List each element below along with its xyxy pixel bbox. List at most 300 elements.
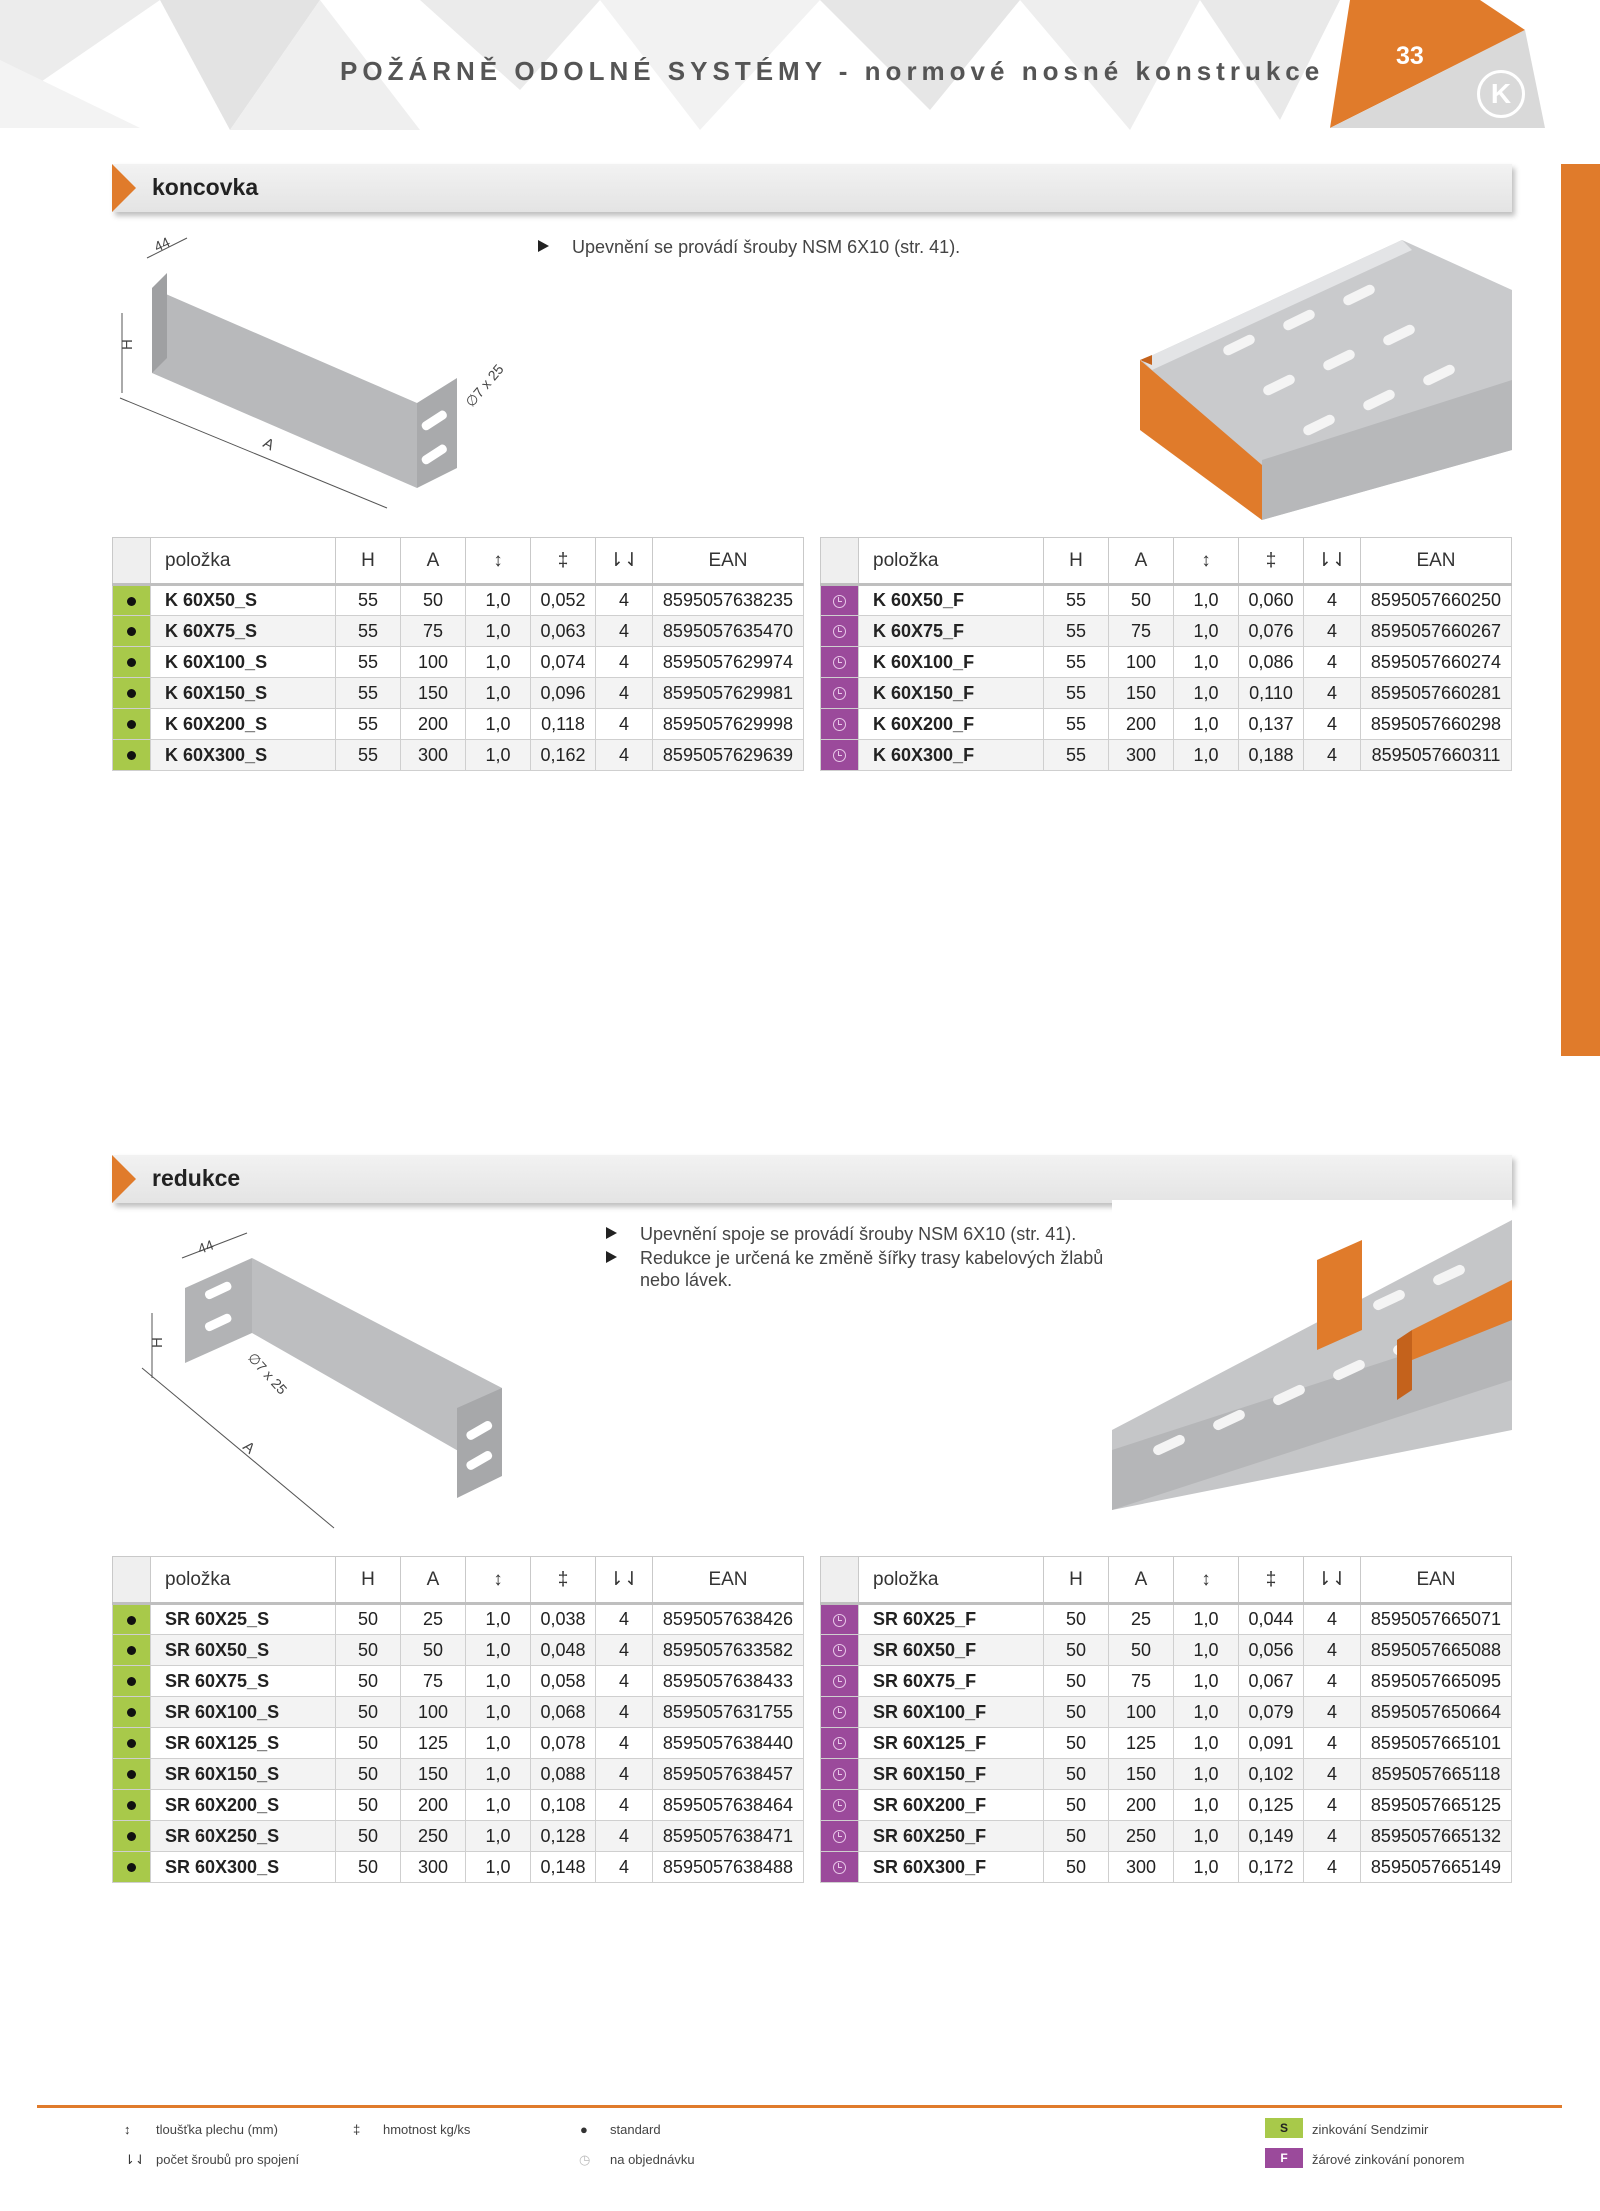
legend-standard-label: standard bbox=[610, 2122, 661, 2137]
standard-dot-icon bbox=[127, 751, 136, 760]
cell-a: 150 bbox=[1109, 678, 1174, 709]
item-name: SR 60X75_F bbox=[859, 1666, 1044, 1697]
redukce-notes bbox=[598, 1223, 1118, 1293]
standard-dot-icon bbox=[127, 1677, 136, 1686]
table-row bbox=[113, 1728, 804, 1759]
standard-dot-icon bbox=[127, 1770, 136, 1779]
table-row bbox=[113, 1821, 804, 1852]
cell-h: 50 bbox=[1044, 1697, 1109, 1728]
redukce-drawing bbox=[112, 1218, 582, 1538]
cell-a: 100 bbox=[1109, 647, 1174, 678]
standard-dot-icon bbox=[127, 1646, 136, 1655]
indicator-header bbox=[821, 538, 859, 585]
cell-thickness: 1,0 bbox=[466, 616, 531, 647]
table-row bbox=[113, 1790, 804, 1821]
section-header-koncovka bbox=[112, 164, 1512, 212]
cell-weight: 0,148 bbox=[531, 1852, 596, 1883]
standard-indicator bbox=[113, 585, 151, 616]
bolts-icon: ⇂⇃ bbox=[124, 2152, 146, 2167]
cell-thickness: 1,0 bbox=[1174, 616, 1239, 647]
indicator-header bbox=[113, 538, 151, 585]
order-indicator bbox=[821, 585, 859, 616]
cell-a: 125 bbox=[401, 1728, 466, 1759]
table-row bbox=[113, 647, 804, 678]
cell-h: 55 bbox=[1044, 585, 1109, 616]
table-row bbox=[821, 585, 1512, 616]
cell-ean: 8595057665101 bbox=[1361, 1728, 1512, 1759]
koncovka-drawing bbox=[112, 228, 532, 518]
item-name: K 60X100_S bbox=[151, 647, 336, 678]
cell-weight: 0,078 bbox=[531, 1728, 596, 1759]
standard-indicator bbox=[113, 740, 151, 771]
table-row bbox=[821, 616, 1512, 647]
standard-indicator bbox=[113, 1759, 151, 1790]
cell-thickness: 1,0 bbox=[466, 709, 531, 740]
cell-weight: 0,128 bbox=[531, 1821, 596, 1852]
cell-h: 50 bbox=[1044, 1759, 1109, 1790]
col-header-weight: ‡ bbox=[1239, 1557, 1304, 1604]
cell-h: 55 bbox=[1044, 709, 1109, 740]
cell-a: 50 bbox=[401, 585, 466, 616]
table-row bbox=[821, 1852, 1512, 1883]
cell-weight: 0,096 bbox=[531, 678, 596, 709]
order-indicator bbox=[821, 678, 859, 709]
cell-a: 200 bbox=[1109, 709, 1174, 740]
cell-bolts: 4 bbox=[596, 740, 653, 771]
clock-icon bbox=[833, 625, 846, 638]
order-indicator bbox=[821, 740, 859, 771]
standard-indicator bbox=[113, 1852, 151, 1883]
cell-bolts: 4 bbox=[596, 1852, 653, 1883]
cell-bolts: 4 bbox=[1304, 1604, 1361, 1635]
cell-a: 300 bbox=[401, 1852, 466, 1883]
order-indicator bbox=[821, 647, 859, 678]
cell-a: 25 bbox=[1109, 1604, 1174, 1635]
cell-a: 150 bbox=[401, 1759, 466, 1790]
dim-height-label: H bbox=[149, 1337, 166, 1348]
standard-dot-icon bbox=[127, 1708, 136, 1717]
cell-weight: 0,149 bbox=[1239, 1821, 1304, 1852]
footer-divider bbox=[37, 2105, 1562, 2108]
cell-a: 50 bbox=[401, 1635, 466, 1666]
cell-weight: 0,102 bbox=[1239, 1759, 1304, 1790]
table-row bbox=[821, 678, 1512, 709]
clock-icon: ◷ bbox=[579, 2152, 591, 2167]
dim-length-label: A bbox=[260, 434, 277, 455]
koncovka-table-standard bbox=[112, 537, 804, 771]
thickness-icon: ↕ bbox=[124, 2122, 131, 2137]
cell-bolts: 4 bbox=[596, 1604, 653, 1635]
cell-bolts: 4 bbox=[596, 678, 653, 709]
cell-h: 55 bbox=[336, 647, 401, 678]
cell-weight: 0,068 bbox=[531, 1697, 596, 1728]
standard-indicator bbox=[113, 1666, 151, 1697]
col-header-a: A bbox=[401, 538, 466, 585]
cell-weight: 0,076 bbox=[1239, 616, 1304, 647]
item-name: SR 60X50_F bbox=[859, 1635, 1044, 1666]
cell-ean: 8595057660274 bbox=[1361, 647, 1512, 678]
clock-icon bbox=[833, 1737, 846, 1750]
cell-bolts: 4 bbox=[596, 1635, 653, 1666]
standard-dot-icon: ● bbox=[580, 2122, 588, 2137]
item-name: K 60X75_F bbox=[859, 616, 1044, 647]
cell-bolts: 4 bbox=[1304, 616, 1361, 647]
item-name: SR 60X125_F bbox=[859, 1728, 1044, 1759]
clock-icon bbox=[833, 749, 846, 762]
item-name: SR 60X150_S bbox=[151, 1759, 336, 1790]
cell-weight: 0,118 bbox=[531, 709, 596, 740]
cell-ean: 8595057635470 bbox=[653, 616, 804, 647]
standard-dot-icon bbox=[127, 720, 136, 729]
cell-weight: 0,060 bbox=[1239, 585, 1304, 616]
cell-a: 200 bbox=[1109, 1790, 1174, 1821]
section-title: redukce bbox=[152, 1165, 241, 1191]
cell-bolts: 4 bbox=[1304, 1852, 1361, 1883]
cell-ean: 8595057650664 bbox=[1361, 1697, 1512, 1728]
table-row bbox=[113, 678, 804, 709]
cell-h: 50 bbox=[336, 1697, 401, 1728]
col-header-thickness: ↕ bbox=[466, 1557, 531, 1604]
section-header-redukce bbox=[112, 1155, 1512, 1203]
table-row bbox=[821, 647, 1512, 678]
cell-bolts: 4 bbox=[596, 616, 653, 647]
hot-dip-swatch: F bbox=[1265, 2148, 1303, 2168]
col-header-h: H bbox=[1044, 538, 1109, 585]
cell-a: 200 bbox=[401, 1790, 466, 1821]
cell-weight: 0,067 bbox=[1239, 1666, 1304, 1697]
cell-h: 50 bbox=[1044, 1666, 1109, 1697]
cell-a: 150 bbox=[1109, 1759, 1174, 1790]
standard-indicator bbox=[113, 1635, 151, 1666]
cell-thickness: 1,0 bbox=[1174, 585, 1239, 616]
cell-thickness: 1,0 bbox=[466, 647, 531, 678]
koncovka-photo bbox=[1112, 230, 1512, 520]
table-row bbox=[821, 1604, 1512, 1635]
cell-h: 55 bbox=[1044, 647, 1109, 678]
col-header-bolts: ⇂⇃ bbox=[596, 538, 653, 585]
table-row bbox=[821, 1635, 1512, 1666]
clock-icon bbox=[833, 718, 846, 731]
redukce-table-standard bbox=[112, 1556, 804, 1883]
cell-h: 55 bbox=[1044, 740, 1109, 771]
item-name: SR 60X300_F bbox=[859, 1852, 1044, 1883]
item-name: SR 60X100_S bbox=[151, 1697, 336, 1728]
cell-thickness: 1,0 bbox=[466, 1604, 531, 1635]
cell-weight: 0,172 bbox=[1239, 1852, 1304, 1883]
cell-ean: 8595057665095 bbox=[1361, 1666, 1512, 1697]
item-name: SR 60X250_S bbox=[151, 1821, 336, 1852]
item-name: SR 60X25_S bbox=[151, 1604, 336, 1635]
cell-bolts: 4 bbox=[1304, 678, 1361, 709]
col-header-item: položka bbox=[859, 538, 1044, 585]
col-header-h: H bbox=[1044, 1557, 1109, 1604]
col-header-a: A bbox=[401, 1557, 466, 1604]
cell-thickness: 1,0 bbox=[1174, 1635, 1239, 1666]
table-row bbox=[821, 1759, 1512, 1790]
cell-weight: 0,088 bbox=[531, 1759, 596, 1790]
cell-bolts: 4 bbox=[1304, 1790, 1361, 1821]
item-name: K 60X150_S bbox=[151, 678, 336, 709]
cell-thickness: 1,0 bbox=[466, 1728, 531, 1759]
cell-a: 75 bbox=[1109, 616, 1174, 647]
cell-a: 300 bbox=[401, 740, 466, 771]
table-row bbox=[821, 740, 1512, 771]
item-name: K 60X150_F bbox=[859, 678, 1044, 709]
cell-a: 100 bbox=[401, 647, 466, 678]
standard-indicator bbox=[113, 678, 151, 709]
cell-ean: 8595057665088 bbox=[1361, 1635, 1512, 1666]
order-indicator bbox=[821, 1604, 859, 1635]
col-header-a: A bbox=[1109, 538, 1174, 585]
company-logo bbox=[1477, 70, 1525, 118]
cell-ean: 8595057660311 bbox=[1361, 740, 1512, 771]
cell-a: 250 bbox=[401, 1821, 466, 1852]
cell-bolts: 4 bbox=[596, 585, 653, 616]
cell-h: 50 bbox=[336, 1604, 401, 1635]
cell-thickness: 1,0 bbox=[1174, 1604, 1239, 1635]
cell-a: 100 bbox=[1109, 1697, 1174, 1728]
clock-icon bbox=[833, 1768, 846, 1781]
clock-icon bbox=[833, 1799, 846, 1812]
item-name: SR 60X125_S bbox=[151, 1728, 336, 1759]
dim-width-label: 44 bbox=[151, 233, 173, 255]
table-row bbox=[113, 1604, 804, 1635]
cell-bolts: 4 bbox=[596, 709, 653, 740]
page-title: POŽÁRNĚ ODOLNÉ SYSTÉMY - normové nosné konstrukce bbox=[340, 56, 1325, 86]
cell-bolts: 4 bbox=[1304, 1759, 1361, 1790]
dim-length-label: A bbox=[239, 1438, 259, 1458]
clock-icon bbox=[833, 656, 846, 669]
item-name: K 60X200_F bbox=[859, 709, 1044, 740]
cell-ean: 8595057660298 bbox=[1361, 709, 1512, 740]
cell-a: 100 bbox=[401, 1697, 466, 1728]
col-header-weight: ‡ bbox=[531, 1557, 596, 1604]
order-indicator bbox=[821, 1821, 859, 1852]
order-indicator bbox=[821, 1759, 859, 1790]
cell-bolts: 4 bbox=[596, 1759, 653, 1790]
cell-thickness: 1,0 bbox=[1174, 1759, 1239, 1790]
cell-weight: 0,162 bbox=[531, 740, 596, 771]
col-header-thickness: ↕ bbox=[466, 538, 531, 585]
clock-icon bbox=[833, 1644, 846, 1657]
table-row bbox=[113, 616, 804, 647]
cell-bolts: 4 bbox=[1304, 585, 1361, 616]
cell-h: 50 bbox=[336, 1790, 401, 1821]
standard-indicator bbox=[113, 1697, 151, 1728]
cell-ean: 8595057629639 bbox=[653, 740, 804, 771]
standard-indicator bbox=[113, 1728, 151, 1759]
cell-ean: 8595057665125 bbox=[1361, 1790, 1512, 1821]
cell-ean: 8595057665149 bbox=[1361, 1852, 1512, 1883]
cell-thickness: 1,0 bbox=[466, 1635, 531, 1666]
koncovka-table-order bbox=[820, 537, 1512, 771]
clock-icon bbox=[833, 595, 846, 608]
table-row bbox=[113, 1635, 804, 1666]
cell-ean: 8595057638464 bbox=[653, 1790, 804, 1821]
standard-indicator bbox=[113, 647, 151, 678]
clock-icon bbox=[833, 1614, 846, 1627]
redukce-photo bbox=[1112, 1200, 1512, 1510]
item-name: SR 60X75_S bbox=[151, 1666, 336, 1697]
cell-thickness: 1,0 bbox=[466, 1821, 531, 1852]
col-header-thickness: ↕ bbox=[1174, 538, 1239, 585]
cell-ean: 8595057633582 bbox=[653, 1635, 804, 1666]
cell-weight: 0,063 bbox=[531, 616, 596, 647]
cell-ean: 8595057638440 bbox=[653, 1728, 804, 1759]
logo-letter: K bbox=[1490, 78, 1512, 109]
section-marker-icon bbox=[112, 164, 136, 212]
cell-bolts: 4 bbox=[1304, 1635, 1361, 1666]
cell-weight: 0,108 bbox=[531, 1790, 596, 1821]
cell-thickness: 1,0 bbox=[466, 1666, 531, 1697]
cell-weight: 0,038 bbox=[531, 1604, 596, 1635]
col-header-a: A bbox=[1109, 1557, 1174, 1604]
cell-ean: 8595057638426 bbox=[653, 1604, 804, 1635]
standard-dot-icon bbox=[127, 1863, 136, 1872]
table-row bbox=[821, 1666, 1512, 1697]
col-header-bolts: ⇂⇃ bbox=[1304, 538, 1361, 585]
cell-bolts: 4 bbox=[1304, 1666, 1361, 1697]
legend-on-order-label: na objednávku bbox=[610, 2152, 695, 2167]
cell-weight: 0,125 bbox=[1239, 1790, 1304, 1821]
sendzimir-swatch: S bbox=[1265, 2118, 1303, 2138]
cell-h: 50 bbox=[1044, 1790, 1109, 1821]
standard-dot-icon bbox=[127, 1739, 136, 1748]
cell-ean: 8595057660281 bbox=[1361, 678, 1512, 709]
cell-a: 75 bbox=[1109, 1666, 1174, 1697]
item-name: SR 60X150_F bbox=[859, 1759, 1044, 1790]
table-row bbox=[113, 1852, 804, 1883]
dim-height-label: H bbox=[119, 339, 136, 350]
cell-h: 55 bbox=[336, 740, 401, 771]
table-row bbox=[113, 1666, 804, 1697]
cell-a: 300 bbox=[1109, 740, 1174, 771]
col-header-ean: EAN bbox=[653, 538, 804, 585]
standard-dot-icon bbox=[127, 1801, 136, 1810]
standard-dot-icon bbox=[127, 658, 136, 667]
item-name: K 60X50_S bbox=[151, 585, 336, 616]
cell-bolts: 4 bbox=[596, 647, 653, 678]
cell-a: 150 bbox=[401, 678, 466, 709]
table-row bbox=[113, 740, 804, 771]
cell-thickness: 1,0 bbox=[466, 1790, 531, 1821]
cell-h: 50 bbox=[1044, 1635, 1109, 1666]
cell-h: 55 bbox=[336, 585, 401, 616]
cell-ean: 8595057638471 bbox=[653, 1821, 804, 1852]
cell-h: 55 bbox=[1044, 678, 1109, 709]
cell-ean: 8595057638488 bbox=[653, 1852, 804, 1883]
note-item: Redukce je určená ke změně šířky trasy kabelových žlabů nebo lávek. bbox=[598, 1247, 1118, 1291]
item-name: SR 60X200_S bbox=[151, 1790, 336, 1821]
cell-bolts: 4 bbox=[596, 1697, 653, 1728]
cell-thickness: 1,0 bbox=[1174, 709, 1239, 740]
cell-a: 50 bbox=[1109, 585, 1174, 616]
cell-h: 50 bbox=[336, 1852, 401, 1883]
col-header-h: H bbox=[336, 538, 401, 585]
table-row bbox=[113, 1697, 804, 1728]
page-number: 33 bbox=[1396, 42, 1424, 70]
cell-ean: 8595057629998 bbox=[653, 709, 804, 740]
cell-bolts: 4 bbox=[1304, 647, 1361, 678]
legend-sendzimir-label: zinkování Sendzimir bbox=[1312, 2122, 1429, 2137]
cell-bolts: 4 bbox=[1304, 740, 1361, 771]
item-name: SR 60X250_F bbox=[859, 1821, 1044, 1852]
item-name: K 60X200_S bbox=[151, 709, 336, 740]
cell-thickness: 1,0 bbox=[1174, 1821, 1239, 1852]
cell-bolts: 4 bbox=[596, 1790, 653, 1821]
cell-h: 50 bbox=[336, 1666, 401, 1697]
table-row bbox=[821, 709, 1512, 740]
standard-indicator bbox=[113, 1790, 151, 1821]
col-header-item: položka bbox=[151, 538, 336, 585]
item-name: SR 60X25_F bbox=[859, 1604, 1044, 1635]
clock-icon bbox=[833, 1706, 846, 1719]
cell-a: 125 bbox=[1109, 1728, 1174, 1759]
cell-bolts: 4 bbox=[596, 1821, 653, 1852]
clock-icon bbox=[833, 1861, 846, 1874]
col-header-item: položka bbox=[151, 1557, 336, 1604]
cell-weight: 0,091 bbox=[1239, 1728, 1304, 1759]
cell-weight: 0,079 bbox=[1239, 1697, 1304, 1728]
standard-indicator bbox=[113, 709, 151, 740]
legend-bolts-label: počet šroubů pro spojení bbox=[156, 2152, 300, 2167]
item-name: K 60X300_F bbox=[859, 740, 1044, 771]
table-row bbox=[113, 1759, 804, 1790]
col-header-ean: EAN bbox=[653, 1557, 804, 1604]
cell-bolts: 4 bbox=[1304, 1728, 1361, 1759]
item-name: SR 60X300_S bbox=[151, 1852, 336, 1883]
cell-thickness: 1,0 bbox=[1174, 740, 1239, 771]
item-name: SR 60X200_F bbox=[859, 1790, 1044, 1821]
cell-thickness: 1,0 bbox=[1174, 1697, 1239, 1728]
cell-h: 55 bbox=[336, 709, 401, 740]
item-name: K 60X75_S bbox=[151, 616, 336, 647]
cell-ean: 8595057629974 bbox=[653, 647, 804, 678]
table-row bbox=[821, 1821, 1512, 1852]
cell-weight: 0,188 bbox=[1239, 740, 1304, 771]
col-header-weight: ‡ bbox=[531, 538, 596, 585]
cell-bolts: 4 bbox=[1304, 1821, 1361, 1852]
cell-weight: 0,052 bbox=[531, 585, 596, 616]
legend-hot-dip-label: žárové zinkování ponorem bbox=[1312, 2152, 1465, 2167]
cell-weight: 0,048 bbox=[531, 1635, 596, 1666]
cell-a: 50 bbox=[1109, 1635, 1174, 1666]
standard-dot-icon bbox=[127, 1832, 136, 1841]
cell-thickness: 1,0 bbox=[466, 1697, 531, 1728]
table-row bbox=[113, 709, 804, 740]
order-indicator bbox=[821, 709, 859, 740]
order-indicator bbox=[821, 1790, 859, 1821]
order-indicator bbox=[821, 1852, 859, 1883]
legend-thickness-label: tloušťka plechu (mm) bbox=[156, 2122, 278, 2137]
standard-dot-icon bbox=[127, 627, 136, 636]
col-header-bolts: ⇂⇃ bbox=[1304, 1557, 1361, 1604]
cell-h: 55 bbox=[1044, 616, 1109, 647]
redukce-table-order bbox=[820, 1556, 1512, 1883]
cell-thickness: 1,0 bbox=[1174, 647, 1239, 678]
cell-h: 55 bbox=[336, 616, 401, 647]
item-name: SR 60X50_S bbox=[151, 1635, 336, 1666]
cell-weight: 0,137 bbox=[1239, 709, 1304, 740]
indicator-header bbox=[113, 1557, 151, 1604]
indicator-header bbox=[821, 1557, 859, 1604]
order-indicator bbox=[821, 1728, 859, 1759]
cell-ean: 8595057665132 bbox=[1361, 1821, 1512, 1852]
cell-weight: 0,074 bbox=[531, 647, 596, 678]
standard-indicator bbox=[113, 1604, 151, 1635]
table-row bbox=[113, 585, 804, 616]
cell-ean: 8595057660250 bbox=[1361, 585, 1512, 616]
